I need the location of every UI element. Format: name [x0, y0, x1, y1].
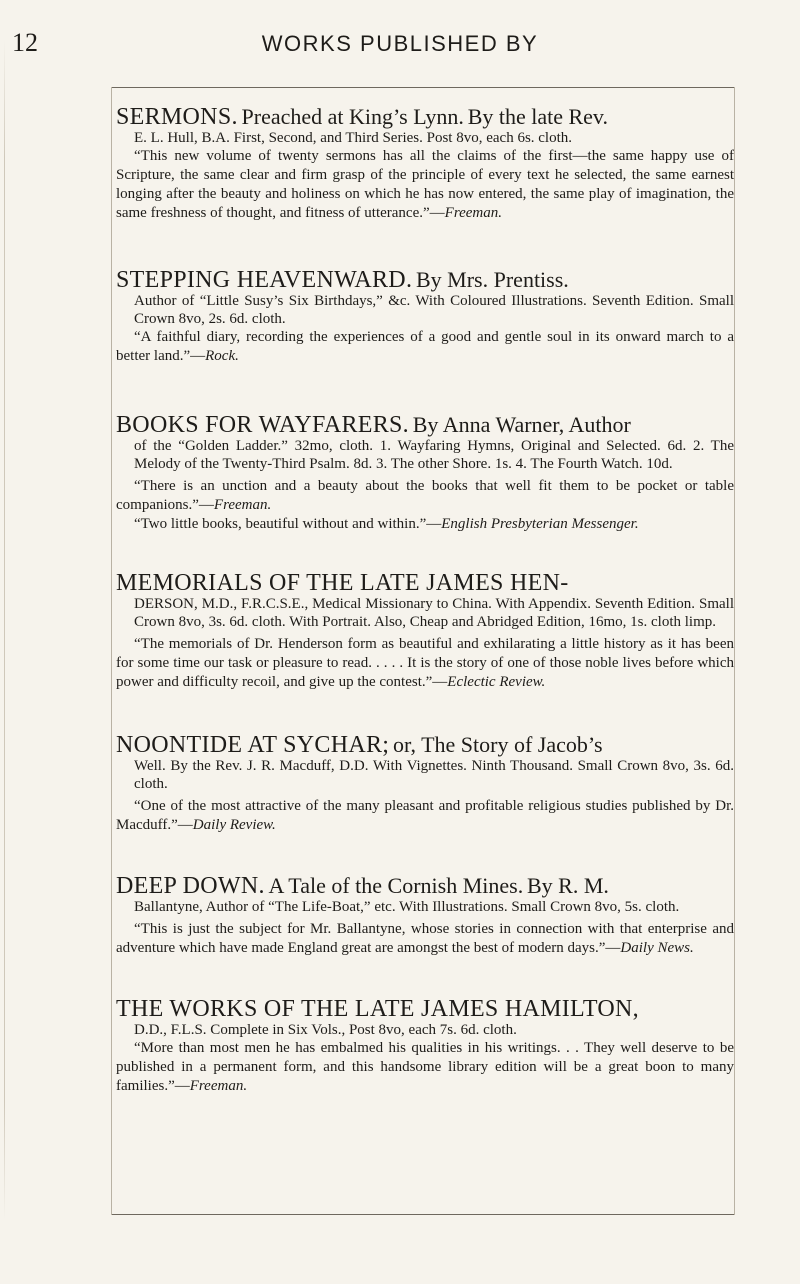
review-source: Freeman.	[213, 497, 272, 513]
entry-review	[114, 1039, 734, 1096]
entry-details: E. L. Hull, B.A. First, Second, and Third Series. Post 8vo, each 6s. cloth.	[134, 130, 573, 146]
entry-deep-down	[114, 873, 734, 958]
entry-review	[114, 477, 734, 515]
entry-heading	[114, 267, 734, 293]
entry-details: Ballantyne, Author of “The Life-Boat,” etc. With Illustrations. Small Crown 8vo, 5s. cloth.	[134, 899, 680, 915]
entry-heading	[114, 570, 734, 596]
running-head: WORKS PUBLISHED BY	[261, 31, 539, 56]
entry-details: Well. By the Rev. J. R. Macduff, D.D. With Vignettes. Ninth Thousand. Small Crown 8vo, 3s. 6d. cloth.	[134, 758, 734, 792]
page-header	[0, 26, 800, 62]
entry-byline: By Anna Warner, Author	[412, 412, 631, 437]
entry-review-2	[114, 515, 734, 534]
page-edge	[4, 40, 5, 1220]
review-text: “The memorials of Dr. Henderson form as beautiful and exhilarating a little history as it has been for some time our task or pleasure to read. . . . . It is the story of one of those noble lives before which power and difficulty recoil, and give up the contest.”—	[116, 636, 734, 690]
entry-noontide-at-sychar	[114, 732, 734, 835]
entry-works-james-hamilton	[114, 996, 734, 1096]
review-source: Daily Review.	[192, 817, 276, 833]
review-text: “This new volume of twenty sermons has all the claims of the first—the same happy use of Scripture, the same clear and firm grasp of the principle of every text he selected, the same earnest longing after the beauty and holiness on which he has now entered, the same play of imagination, the same freshness of thought, and fitness of utterance.”—	[116, 148, 734, 221]
entry-heading	[114, 996, 734, 1022]
entry-title: BOOKS FOR WAYFARERS.	[116, 412, 409, 438]
entry-memorials-james-henderson	[114, 570, 734, 692]
entry-heading	[114, 732, 734, 758]
entry-byline: By R. M.	[526, 873, 609, 898]
entry-heading	[114, 873, 734, 899]
entry-books-for-wayfarers	[114, 412, 734, 534]
review-source: Eclectic Review.	[447, 674, 546, 690]
review-text: “This is just the subject for Mr. Ballantyne, whose stories in connection with that enterprise and adventure which have made England great are amongst the best of modern days.”—	[116, 921, 734, 956]
entry-review	[114, 147, 734, 223]
review-text: “More than most men he has embalmed his qualities in his writings. . . They well deserve to be published in a permanent form, and this handsome library edition will be a great boon to many families.”—	[116, 1040, 734, 1094]
review-source: Freeman.	[444, 205, 502, 221]
entry-review	[114, 920, 734, 958]
review-text: “A faithful diary, recording the experiences of a good and gentle soul in its onward march to a better land.”—	[116, 329, 734, 364]
entry-title: MEMORIALS OF THE LATE JAMES HEN-	[116, 570, 569, 596]
entry-details: of the “Golden Ladder.” 32mo, cloth. 1. Wayfaring Hymns, Original and Selected. 6d. 2. The Melody of the Twenty-Third Psalm. 8d. 3. The other Shore. 1s. 4. The Fourth Watch. 10d.	[134, 438, 734, 472]
entry-heading	[114, 104, 734, 130]
entry-title: STEPPING HEAVENWARD.	[116, 267, 413, 293]
entry-title: NOONTIDE AT SYCHAR;	[116, 732, 390, 758]
entry-stepping-heavenward	[114, 267, 734, 366]
entry-title: THE WORKS OF THE LATE JAMES HAMILTON,	[116, 996, 639, 1022]
review-source: Rock.	[205, 348, 239, 364]
review-source: Freeman.	[189, 1078, 248, 1094]
entry-subtitle: Preached at King’s Lynn.	[241, 104, 464, 129]
entry-details: D.D., F.L.S. Complete in Six Vols., Post 8vo, each 7s. 6d. cloth.	[134, 1022, 517, 1038]
entry-byline: By the late Rev.	[467, 104, 609, 129]
entry-review	[114, 635, 734, 692]
entry-subtitle: or, The Story of Jacob’s	[393, 732, 603, 757]
entry-subtitle: A Tale of the Cornish Mines.	[268, 873, 524, 898]
entry-sermons	[114, 104, 734, 223]
entry-details: Author of “Little Susy’s Six Birthdays,” &c. With Coloured Illustrations. Seventh Edition. Small Crown 8vo, 2s. 6d. cloth.	[134, 293, 734, 327]
entry-details: DERSON, M.D., F.R.C.S.E., Medical Missionary to China. With Appendix. Seventh Edition. Small Crown 8vo, 3s. 6d. cloth. With Portrait. Also, Cheap and Abridged Edition, 16mo, 1s. cloth limp.	[134, 596, 734, 630]
review-text: “One of the most attractive of the many pleasant and profitable religious studies published by Dr. Macduff.”—	[116, 798, 734, 833]
catalogue-entries	[114, 104, 734, 1096]
entry-review	[114, 328, 734, 366]
entry-heading	[114, 412, 734, 438]
entry-byline: By Mrs. Prentiss.	[416, 267, 569, 292]
page-number: 12	[12, 28, 38, 57]
review-source: Daily News.	[620, 940, 694, 956]
review-text: “There is an unction and a beauty about the books that well fit them to be pocket or table companions.”—	[116, 478, 734, 513]
entry-title: SERMONS.	[116, 104, 238, 130]
entry-review	[114, 797, 734, 835]
entry-title: DEEP DOWN.	[116, 873, 265, 899]
review-source: English Presbyterian Messenger.	[441, 516, 639, 532]
review-text: “Two little books, beautiful without and within.”—	[134, 516, 442, 532]
